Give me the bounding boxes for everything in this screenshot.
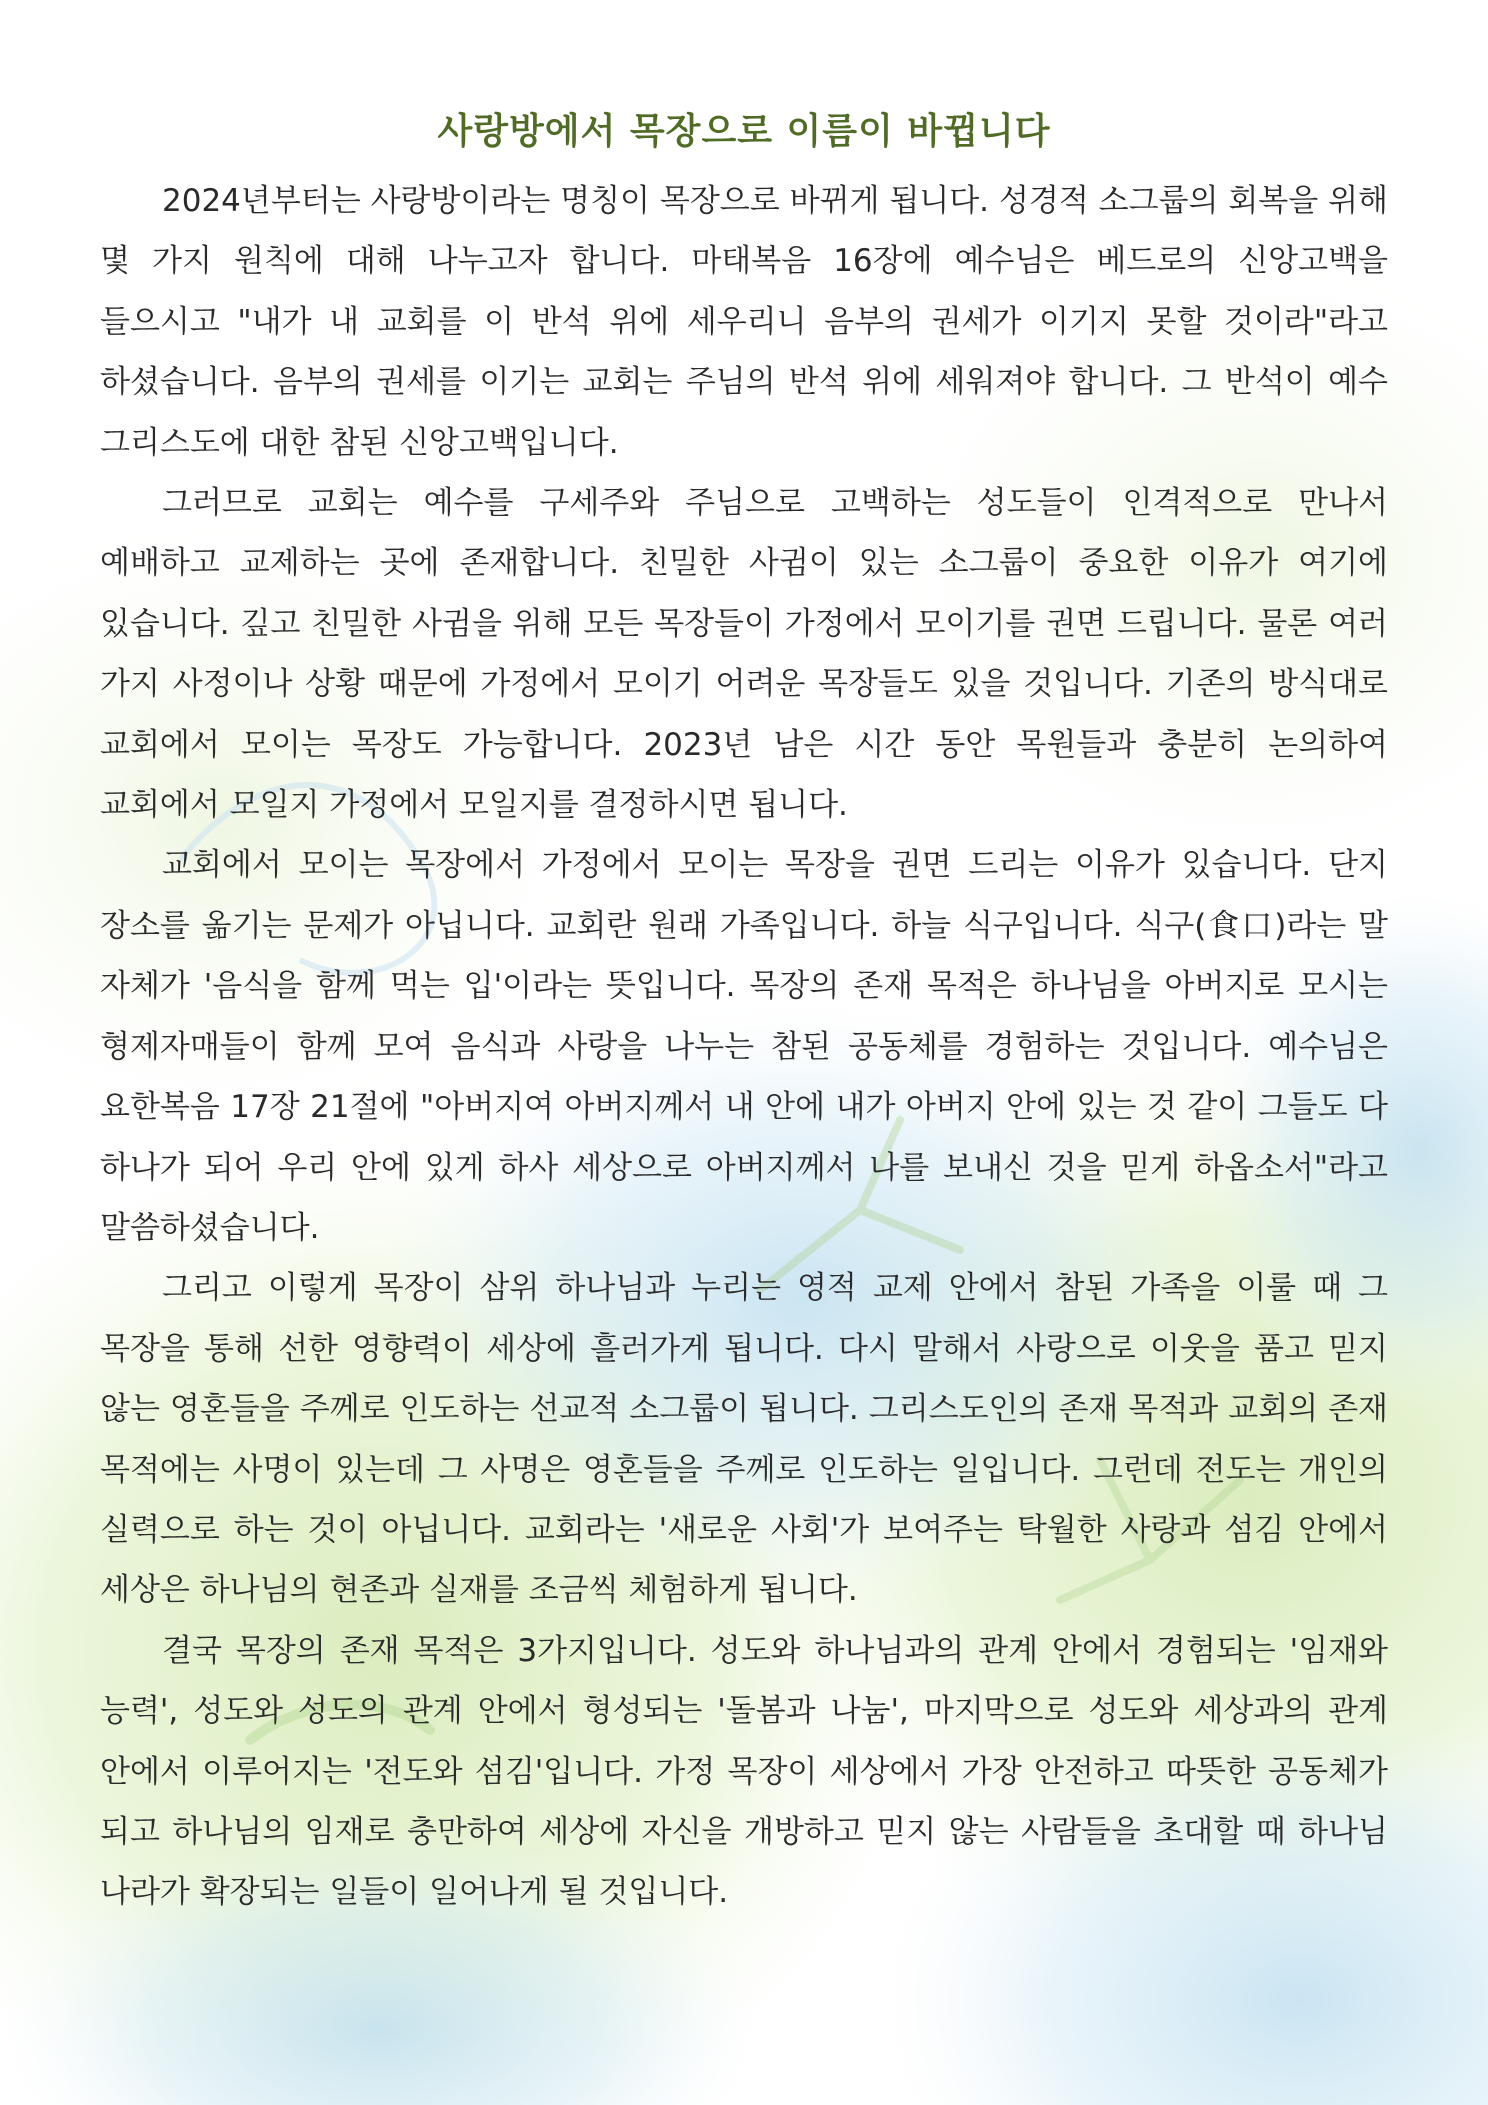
page-title: 사랑방에서 목장으로 이름이 바뀝니다 xyxy=(437,111,1051,152)
paragraph-1: 2024년부터는 사랑방이라는 명칭이 목장으로 바뀌게 됩니다. 성경적 소그룹의 회복을 위해 몇 가지 원칙에 대해 나누고자 합니다. 마태복음 16장에 예수님은 베드로의 신앙고백을 들으시고 "내가 내 교회를 이 반석 위에 세우리니 음부의 권세가 이기지 못할 것이라"라고 하셨습니다. 음부의 권세를 이기는 교회는 주님의 반석 위에 세워져야 합니다. 그 반석이 예수 그리스도에 대한 참된 신앙고백입니다. xyxy=(100,183,1388,461)
document-body xyxy=(100,105,1388,1923)
paragraph-3: 교회에서 모이는 목장에서 가정에서 모이는 목장을 권면 드리는 이유가 있습니다. 단지 장소를 옮기는 문제가 아닙니다. 교회란 원래 가족입니다. 하늘 식구입니다. 식구(食口)라는 말 자체가 '음식을 함께 먹는 입'이라는 뜻입니다. 목장의 존재 목적은 하나님을 아버지로 모시는 형제자매들이 함께 모여 음식과 사랑을 나누는 참된 공동체를 경험하는 것입니다. 예수님은 요한복음 17장 21절에 "아버지여 아버지께서 내 안에 내가 아버지 안에 있는 것 같이 그들도 다 하나가 되어 우리 안에 있게 하사 세상으로 아버지께서 나를 보내신 것을 믿게 하옵소서"라고 말씀하셨습니다. xyxy=(100,847,1388,1246)
paragraph-2: 그러므로 교회는 예수를 구세주와 주님으로 고백하는 성도들이 인격적으로 만나서 예배하고 교제하는 곳에 존재합니다. 친밀한 사귐이 있는 소그룹이 중요한 이유가 여기에 있습니다. 깊고 친밀한 사귐을 위해 모든 목장들이 가정에서 모이기를 권면 드립니다. 물론 여러 가지 사정이나 상황 때문에 가정에서 모이기 어려운 목장들도 있을 것입니다. 기존의 방식대로 교회에서 모이는 목장도 가능합니다. 2023년 남은 시간 동안 목원들과 충분히 논의하여 교회에서 모일지 가정에서 모일지를 결정하시면 됩니다. xyxy=(100,485,1388,824)
paragraph-5: 결국 목장의 존재 목적은 3가지입니다. 성도와 하나님과의 관계 안에서 경험되는 '임재와 능력', 성도와 성도의 관계 안에서 형성되는 '돌봄과 나눔', 마지막으로 성도와 세상과의 관계 안에서 이루어지는 '전도와 섬김'입니다. 가정 목장이 세상에서 가장 안전하고 따뜻한 공동체가 되고 하나님의 임재로 충만하여 세상에 자신을 개방하고 믿지 않는 사람들을 초대할 때 하나님 나라가 확장되는 일들이 일어나게 될 것입니다. xyxy=(100,1632,1388,1911)
paragraph-4: 그리고 이렇게 목장이 삼위 하나님과 누리는 영적 교제 안에서 참된 가족을 이룰 때 그 목장을 통해 선한 영향력이 세상에 흘러가게 됩니다. 다시 말해서 사랑으로 이웃을 품고 믿지 않는 영혼들을 주께로 인도하는 선교적 소그룹이 됩니다. 그리스도인의 존재 목적과 교회의 존재 목적에는 사명이 있는데 그 사명은 영혼들을 주께로 인도하는 일입니다. 그런데 전도는 개인의 실력으로 하는 것이 아닙니다. 교회라는 '새로운 사회'가 보여주는 탁월한 사랑과 섬김 안에서 세상은 하나님의 현존과 실재를 조금씩 체험하게 됩니다. xyxy=(100,1270,1388,1609)
